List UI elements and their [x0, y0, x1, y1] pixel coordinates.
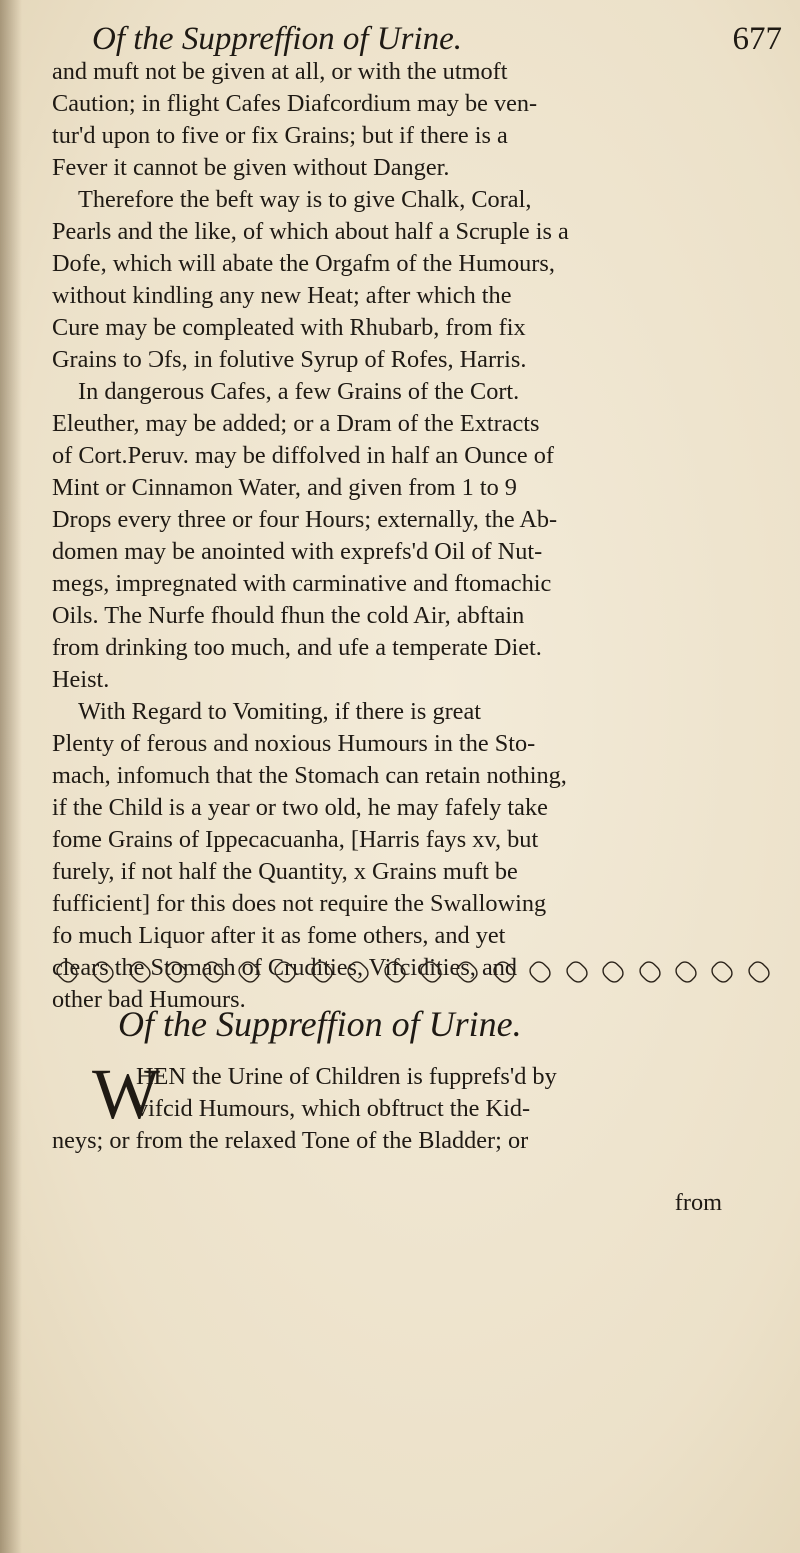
ornament-icon	[162, 958, 190, 986]
ornament-icon	[636, 958, 664, 986]
text-line: fufficient] for this does not require the Swallowing	[52, 890, 547, 917]
author-attribution: Heist.	[52, 666, 110, 693]
text-line: Grains to Ɔfs, in folutive Syrup of Rofes, Harris.	[52, 346, 527, 373]
text-line: fome Grains of Ippecacuanha, [Harris fays xv, but	[52, 826, 539, 853]
text-line: from drinking too much, and ufe a temperate Diet.	[52, 634, 542, 661]
text-line: clears the Stomach of Crudities, Vifcidities, and	[52, 954, 518, 981]
text-line: Oils. The Nurfe fhould fhun the cold Air, abftain	[52, 602, 525, 629]
ornament-icon	[454, 958, 482, 986]
text-line: fo much Liquor after it as fome others, and yet	[52, 922, 506, 949]
page-number: 677	[732, 21, 782, 57]
ornament-icon	[272, 958, 300, 986]
ornament-icon	[235, 958, 263, 986]
text-line: if the Child is a year or two old, he may fafely take	[52, 794, 548, 821]
text-line: neys; or from the relaxed Tone of the Bladder; or	[52, 1127, 529, 1154]
text-line: mach, infomuch that the Stomach can retain nothing,	[52, 762, 567, 789]
ornament-icon	[381, 958, 409, 986]
text-line: HEN the Urine of Children is fupprefs'd by	[136, 1063, 557, 1090]
text-line: With Regard to Vomiting, if there is great	[78, 698, 481, 725]
text-line: Caution; in flight Cafes Diafcordium may be ven-	[52, 90, 538, 117]
ornament-icon	[199, 958, 227, 986]
text-line: Drops every three or four Hours; externally, the Ab-	[52, 506, 558, 533]
text-line: of Cort.Peruv. may be diffolved in half an Ounce of	[52, 442, 555, 469]
ornament-icon	[90, 958, 118, 986]
text-line: vifcid Humours, which obftruct the Kid-	[136, 1095, 531, 1122]
decorative-ornament-band	[52, 955, 774, 989]
ornament-icon	[417, 958, 445, 986]
body-text-block	[52, 56, 778, 1016]
text-line: Therefore the beft way is to give Chalk, Coral,	[78, 186, 532, 213]
running-head-title: Of the Suppreffion of Urine.	[92, 21, 462, 57]
ornament-icon	[490, 958, 518, 986]
ornament-icon	[126, 958, 154, 986]
text-line: Plenty of ferous and noxious Humours in the Sto-	[52, 730, 536, 757]
ornament-icon	[344, 958, 372, 986]
drop-capital: W	[92, 1054, 160, 1134]
text-line: In dangerous Cafes, a few Grains of the Cort.	[78, 378, 520, 405]
text-line: Cure may be compleated with Rhubarb, from fix	[52, 314, 526, 341]
text-line: furely, if not half the Quantity, x Grains muft be	[52, 858, 518, 885]
ornament-icon	[599, 958, 627, 986]
section-heading: Of the Suppreffion of Urine.	[118, 1004, 522, 1044]
ornament-icon	[672, 958, 700, 986]
ornament-icon	[563, 958, 591, 986]
text-line: Fever it cannot be given without Danger.	[52, 154, 450, 181]
ornament-icon	[745, 958, 773, 986]
catchword: from	[674, 1189, 722, 1216]
text-line: Dofe, which will abate the Orgafm of the Humours,	[52, 250, 555, 277]
text-line: Eleuther, may be added; or a Dram of the Extracts	[52, 410, 540, 437]
text-line: Pearls and the like, of which about half a Scruple is a	[52, 218, 569, 245]
ornament-icon	[708, 958, 736, 986]
ornament-icon	[53, 958, 81, 986]
text-line: and muft not be given at all, or with the utmoft	[52, 58, 508, 85]
text-line: domen may be anointed with exprefs'd Oil of Nut-	[52, 538, 543, 565]
text-line: without kindling any new Heat; after which the	[52, 282, 512, 309]
section-body-text	[52, 1061, 778, 1157]
text-line: Mint or Cinnamon Water, and given from 1 to 9	[52, 474, 517, 501]
ornament-icon	[526, 958, 554, 986]
text-line: megs, impregnated with carminative and ftomachic	[52, 570, 552, 597]
text-line: other bad Humours.	[52, 986, 246, 1013]
page-gutter-shadow	[0, 0, 22, 1553]
ornament-icon	[308, 958, 336, 986]
text-line: tur'd upon to five or fix Grains; but if there is a	[52, 122, 508, 149]
